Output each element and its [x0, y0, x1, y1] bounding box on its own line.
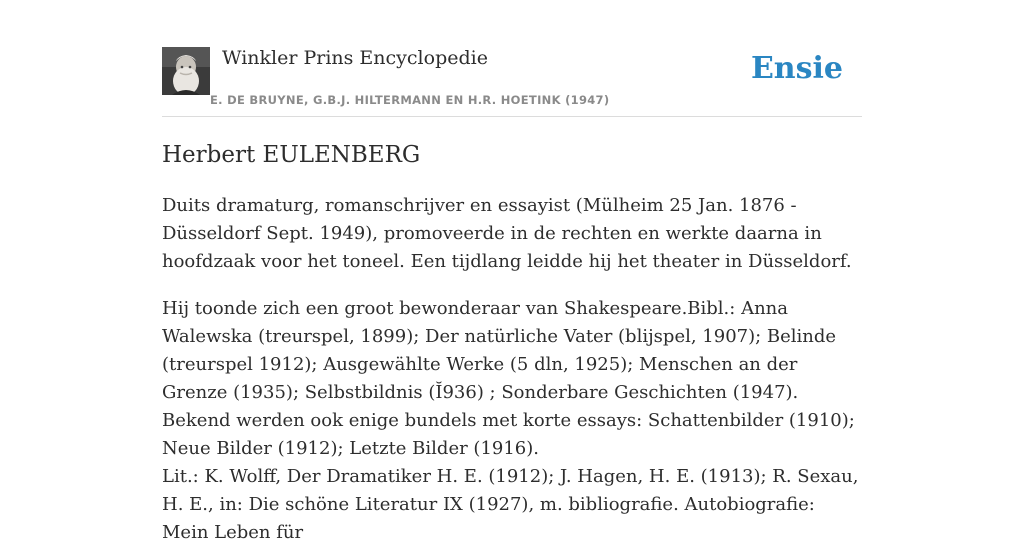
portrait-avatar-icon[interactable] [162, 47, 210, 95]
publication-title[interactable]: Winkler Prins Encyclopedie [222, 47, 488, 69]
publication-authors: E. DE BRUYNE, G.B.J. HILTERMANN EN H.R. HOETINK (1947) [210, 93, 610, 107]
article-page [162, 0, 862, 543]
publication-header [162, 0, 862, 117]
portrait-avatar-image [162, 47, 210, 95]
article-paragraph: Lit.: K. Wolff, Der Dramatiker H. E. (1912); J. Hagen, H. E. (1913); R. Sexau, H. E., in: Die schöne Literatur IX (1927), m. bibliografie. Autobiografie: Mein Leben für [162, 466, 859, 543]
article-paragraph: Duits dramaturg, romanschrijver en essayist (Mülheim 25 Jan. 1876 - Düsseldorf Sept. 1949), promoveerde in de rechten en werkte daarna in hoofdzaak voor het toneel. Een tijdlang leidde hij het theater in Düsseldorf. [162, 195, 852, 272]
ensie-logo[interactable]: Ensie [750, 51, 843, 86]
article-title: Herbert EULENBERG [162, 142, 421, 168]
article-paragraph: Hij toonde zich een groot bewonderaar van Shakespeare.Bibl.: Anna Walewska (treurspel, 1899); Der natürliche Vater (blijspel, 1907); Belinde (treurspel 1912); Ausgewählte Werke (5 dln, 1925); Menschen an der Grenze (1935); Selbstbildnis (Ĭ936) ; Sonderbare Geschichten (1947). Bekend werden ook enige bundels met korte essays: Schattenbilder (1910); Neue Bilder (1912); Letzte Bilder (1916). [162, 298, 855, 459]
